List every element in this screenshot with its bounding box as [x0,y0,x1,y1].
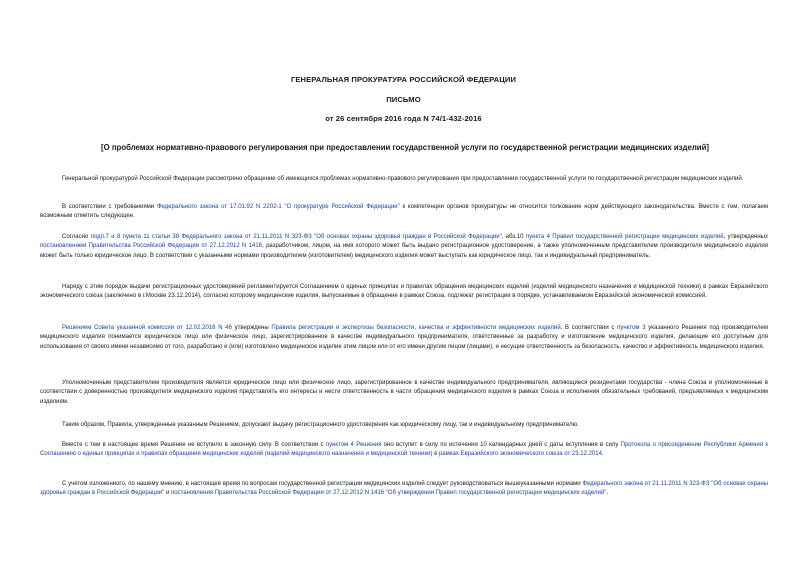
p7-text: Таким образом, Правила, утвержденные указанным Решением, допускают выдачу регистрационного удостоверения как юридическому лицу, так и индивидуальному предпринимателю. [62,422,579,428]
link-law-323fz-conclusion[interactable]: Федерального закона от 21.11.2011 N 323-ФЗ "Об основах охраны здоровья граждан в Российской Федерации" [40,481,768,497]
p2-text-2: к компетенции органов прокуратуры не относится толкование норм действующего законодательства. Вместе с тем, полагаем возможным отметить следующее. [40,204,769,220]
p9-text-3: . [606,490,609,497]
p8-text-1: Вместе с тем в настоящее время Решение не вступило в законную силу. В соответствии с [62,442,326,448]
p3-text-1: Согласно [62,234,91,240]
p4-text: Наряду с этим порядок выдачи регистрационных удостоверений регламентируется Соглашением о единых принципах и правилах обращения медицинских изделий (изделий медицинского назначения и медицинской техники) в рамках Евразийского экономического союза (заключено в г.Москве 23.12.2014), согласно которому медицинские изделия, выпускаемые в обращение в рамках Союза, подлежат регистрации в порядке, устанавливаемом Евразийской экономической комиссией. [40,284,768,300]
link-resolution-1416[interactable]: постановлением Правительства Российской Федерации от 27.12.2012 N 1416 [40,243,263,250]
link-armenia-protocol[interactable]: Протокола о присоединении Республики Армения к Соглашению о единых принципах и правилах обращения медицинских изделий (изделий медицинского назначения и медицинской техники) в рамках Евразийского экономического союза от 23.12.2014 [40,442,768,458]
link-decision-point-4[interactable]: пунктом 4 Решения [325,442,382,448]
paragraph-8 [40,441,768,460]
p5-text-3: указанного Решения под производителем медицинского изделия понимается юридическое лицо или физическое лицо, зарегистрированное в качестве индивидуального предпринимателя, ответственные за разработку и изготовление медицинского изделия, делающие его доступным для использования от своего имени независимо от того, разработано и (или) изготовлено медицинское изделие этим лицом или от его имени другим лицом (лицами), и несущие ответственность за безопасность, качество и эффективность медицинского изделия. [40,325,768,350]
p1-text: Генеральной прокуратурой Российской Федерации рассмотрено обращение об имеющихся проблемах нормативно-правового регулирования при предоставлении государственной услуги по государственной регистрации медицинских изделий. [62,176,744,182]
p8-text-3: . [601,451,604,458]
p3-text-4: , разработчиком, лицом, на имя которого может быть выдано регистрационное удостоверение, а также уполномоченным представителем производителя медицинского изделия может быть только юридическое лицо. В соответствии с указанными нормами производителем (изготовителем) медицинского изделия может выступать как юридическое лицо, так и индивидуальный предприниматель. [40,243,768,259]
link-registration-rules[interactable]: Правила регистрации и экспертизы безопасности, качества и эффективности медицинских изделий [271,325,561,331]
agency-title: ГЕНЕРАЛЬНАЯ ПРОКУРАТУРА РОССИЙСКОЙ ФЕДЕРАЦИИ [290,75,517,84]
document-subject: [О проблемах нормативно-правового регулирования при предоставлении государственной услуги по государственной регистрации медицинских изделий] [101,143,709,152]
link-point-3[interactable]: пунктом 3 [617,325,646,331]
p5-text-2: . В соответствии с [560,325,618,331]
p9-text-1: С учетом изложенного, по нашему мнению, в настоящее время по вопросам государственной регистрации медицинских изделий следует руководствоваться вышеуказанными нормами [62,481,583,487]
p6-text: Уполномоченным представителем производителя является юридическое лицо или физическое лицо, зарегистрированное в качестве индивидуального предпринимателя, являющиеся резидентами государства - члена Союза и уполномоченные в соответствии с доверенностью производителя медицинского изделия представлять его интересы и нести ответственность в части обращения медицинского изделия в рамках Союза и исполнения обязательных требований, предъявляемых к медицинским изделиям. [40,380,768,405]
paragraph-5 [40,324,768,352]
link-law-prosecutor[interactable]: Федерального закона от 17.01.92 N 2202-1 "О прокуратуре Российской Федерации" [156,204,400,210]
link-resolution-1416-conclusion[interactable]: постановления Правительства Российской Федерации от 27.12.2012 N 1416 "Об утверждении Правил государственной регистрации медицинских изделий" [170,490,607,497]
document-type: ПИСЬМО [386,95,421,104]
paragraph-9 [40,480,768,499]
link-council-decision-46[interactable]: Решением Совета указанной комиссии от 12.02.2016 N 46 [62,325,232,331]
p8-text-2: оно вступит в силу по истечении 10 календарных дней с даты вступления в силу [381,442,621,448]
link-law-323fz[interactable]: подп.7 и 8 пункта 11 статьи 38 Федерального закона от 21.11.2011 N 323-ФЗ "Об основах охраны здоровья граждан в Российской Федерации" [90,234,502,240]
link-rules-point4[interactable]: пункта 4 Правил государственной регистрации медицинских изделий [525,234,724,240]
document-date-number: от 26 сентября 2016 года N 74/1-432-2016 [325,114,482,123]
p5-text-1: утверждены [231,325,272,331]
p9-text-2: и [164,490,171,497]
paragraph-6 [40,379,768,407]
p2-text-1: В соответствии с требованиями [62,204,157,210]
paragraph-3 [40,233,768,261]
paragraph-4 [40,283,768,302]
p3-text-3: , утвержденных [723,234,768,240]
paragraph-1 [40,175,768,184]
paragraph-2 [40,203,768,222]
p3-text-2: , абз.10 [501,234,526,240]
paragraph-7 [40,421,768,430]
